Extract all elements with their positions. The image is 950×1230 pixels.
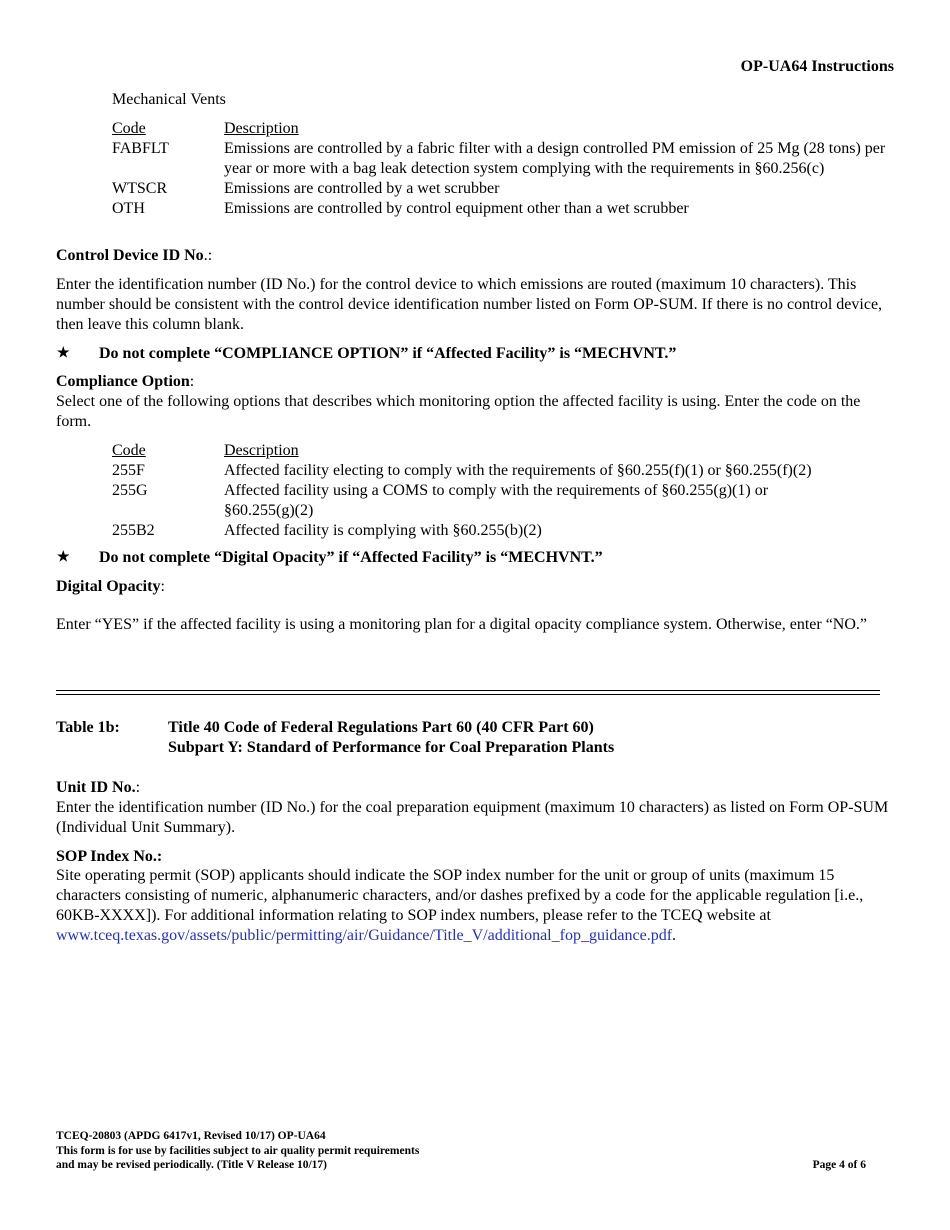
- code-cell: OTH: [112, 200, 145, 217]
- control-device-label-suffix: .:: [203, 247, 213, 264]
- description-cell: Affected facility electing to comply with the requirements of §60.255(f)(1) or §60.255(f)(2): [224, 462, 812, 479]
- unit-id-text: Enter the identification number (ID No.) for the coal preparation equipment (maximum 10 characters) as listed on Form OP-SUM (Individual Unit Summary).: [56, 799, 889, 836]
- compliance-option-code-table: [112, 441, 894, 541]
- control-device-text: Enter the identification number (ID No.) for the control device to which emissions are routed (maximum 10 characters). This number should be consistent with the control device identification number listed on Form OP-SUM. If there is no control device, then leave this column blank.: [56, 276, 883, 333]
- digital-opacity-note: [56, 548, 603, 568]
- code-table-header: [112, 119, 894, 139]
- section-divider-bottom: [56, 694, 880, 695]
- table-1b-line1: Title 40 Code of Federal Regulations Part 60 (40 CFR Part 60): [168, 719, 594, 736]
- footer-usage-note: This form is for use by facilities subject to air quality permit requirements: [56, 1144, 420, 1157]
- sop-index-paragraph: [56, 866, 894, 946]
- control-device-label: Control Device ID No: [56, 247, 204, 264]
- code-cell: 255G: [112, 482, 148, 499]
- description-cell: Affected facility is complying with §60.255(b)(2): [224, 522, 542, 539]
- compliance-option-note-text: Do not complete “COMPLIANCE OPTION” if “Affected Facility” is “MECHVNT.”: [99, 345, 677, 362]
- table-row: [112, 481, 894, 521]
- code-cell: WTSCR: [112, 180, 168, 197]
- code-cell: 255B2: [112, 522, 155, 539]
- compliance-option-label-suffix: :: [189, 373, 195, 390]
- table-1b-line2: Subpart Y: Standard of Performance for Coal Preparation Plants: [168, 739, 615, 756]
- table-row: [112, 461, 894, 481]
- compliance-option-note: [56, 344, 676, 364]
- tceq-guidance-link[interactable]: www.tceq.texas.gov/assets/public/permitting/air/Guidance/Title_V/additional_fop_guidance.pdf: [56, 927, 673, 944]
- code-table-header: [112, 441, 894, 461]
- code-cell: FABFLT: [112, 140, 169, 157]
- compliance-option-label: Compliance Option: [56, 373, 190, 390]
- star-icon: ★: [57, 346, 70, 361]
- mechanical-vents-code-table: [112, 119, 894, 219]
- description-cell: Affected facility using a COMS to comply with the requirements of §60.255(g)(1) or §60.255(g)(2): [224, 482, 769, 519]
- table-row: [112, 139, 894, 179]
- description-cell: Emissions are controlled by control equipment other than a wet scrubber: [224, 200, 689, 217]
- sop-index-text: Site operating permit (SOP) applicants should indicate the SOP index number for the unit or group of units (maximum 15 characters consisting of numeric, alphanumeric characters, and/or dashes prefixed by a code for the applicable regulation [i.e., 60KB-XXXX]). For additional information relating to SOP index numbers, please refer to the TCEQ website at: [56, 867, 864, 924]
- unit-id-heading: [56, 778, 894, 798]
- code-column-header: Code: [112, 442, 146, 459]
- table-row: [112, 179, 894, 199]
- page-header-title: OP-UA64 Instructions: [740, 58, 894, 75]
- digital-opacity-text: Enter “YES” if the affected facility is using a monitoring plan for a digital opacity compliance system. Otherwise, enter “NO.”: [56, 616, 867, 633]
- sop-index-label: SOP Index No.:: [56, 848, 163, 865]
- description-column-header: Description: [224, 442, 299, 459]
- footer-revision-note: and may be revised periodically. (Title V Release 10/17): [56, 1159, 327, 1171]
- description-column-header: Description: [224, 120, 299, 137]
- mechanical-vents-heading: Mechanical Vents: [112, 91, 226, 108]
- digital-opacity-label-suffix: :: [160, 578, 165, 595]
- description-cell: Emissions are controlled by a wet scrubber: [224, 180, 500, 197]
- unit-id-label-suffix: :: [135, 779, 141, 796]
- footer-form-id: TCEQ-20803 (APDG 6417v1, Revised 10/17) OP-UA64: [56, 1130, 326, 1142]
- description-cell: Emissions are controlled by a fabric filter with a design controlled PM emission of 25 Mg (28 tons) per year or more with a bag leak detection system complying with the requirements in §60.256(c): [224, 140, 886, 177]
- digital-opacity-heading: [56, 577, 894, 597]
- compliance-option-text: Select one of the following options that describes which monitoring option the affected facility is using. Enter the code on the form.: [56, 393, 861, 430]
- code-cell: 255F: [112, 462, 145, 479]
- page-number: Page 4 of 6: [812, 1159, 866, 1171]
- compliance-option-heading: [56, 372, 894, 392]
- code-column-header: Code: [112, 120, 146, 137]
- table-1b-label: Table 1b:: [56, 719, 120, 736]
- table-1b-title: [56, 718, 614, 758]
- unit-id-label: Unit ID No.: [56, 779, 136, 796]
- footer-text: [56, 1129, 419, 1173]
- table-row: [112, 521, 894, 541]
- digital-opacity-label: Digital Opacity: [56, 578, 161, 595]
- sop-index-end: .: [672, 927, 677, 944]
- star-icon: ★: [57, 550, 70, 565]
- digital-opacity-note-text: Do not complete “Digital Opacity” if “Affected Facility” is “MECHVNT.”: [99, 549, 603, 566]
- table-row: [112, 199, 894, 219]
- control-device-heading: [56, 246, 894, 266]
- section-divider-top: [56, 690, 880, 691]
